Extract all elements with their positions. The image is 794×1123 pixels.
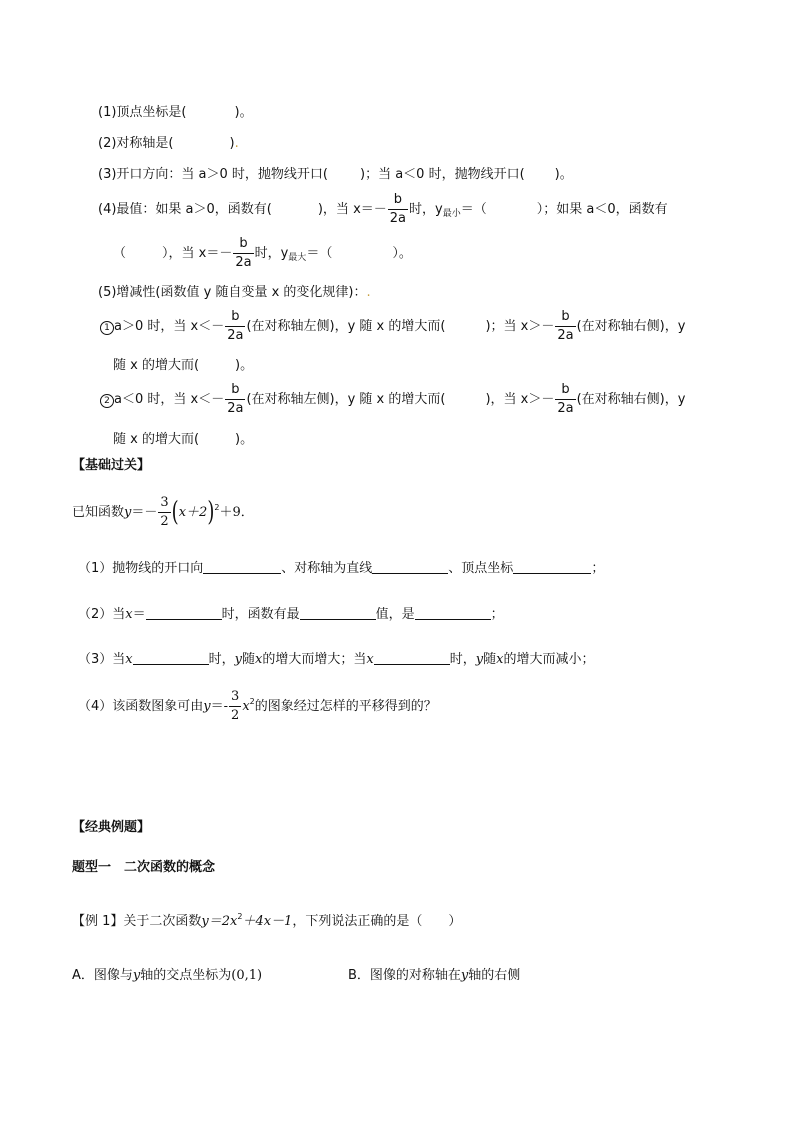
superscript-2: 2 [214, 503, 220, 512]
fraction-b-2a: $\frac{b}{2a}$ [557, 309, 574, 343]
example-1: 【例 1】关于二次函数$y=2x^2+4x-1$，下列说法正确的是（ ） [72, 912, 462, 929]
text: (在对称轴左侧)，y 随 x 的增大而( [246, 392, 446, 407]
question-type-1: 题型一 二次函数的概念 [72, 860, 216, 875]
text: （3）当 [78, 652, 126, 667]
section-heading-examples: 【经典例题】 [72, 820, 151, 835]
text: 的增大而减小； [503, 652, 595, 667]
text: （4）该函数图象可由 [78, 699, 204, 714]
stray-dot: . [234, 136, 239, 151]
text: ＝（ [460, 202, 487, 217]
blank-line[interactable] [415, 606, 491, 620]
text: 【例 1】关于二次函数 [72, 914, 202, 929]
text: 、顶点坐标 [448, 561, 514, 576]
case-1-line2 [113, 359, 253, 372]
text: )；当 x＞－ [485, 319, 555, 334]
text: 值，是 [375, 607, 415, 622]
text: 时，y [409, 202, 443, 217]
text: 已知函数 [72, 505, 125, 520]
text: （ [113, 246, 127, 261]
text: (在对称轴右侧)，y [576, 392, 686, 407]
fraction-b-2a: $\frac{b}{2a}$ [227, 309, 244, 343]
blank-line[interactable] [513, 560, 591, 574]
fraction-b-2a: $\frac{b}{2a}$ [557, 382, 574, 416]
fraction-3-2: $\frac{3}{2}$ [231, 689, 240, 723]
text: ＝（ [306, 246, 333, 261]
text: )。 [235, 432, 254, 447]
text: 时，y [254, 246, 289, 261]
text: （1）抛物线的开口向 [78, 561, 204, 576]
question-4: （4）该函数图象可由y＝- $\frac{3}{2}$ $x^2$的图象经过怎样的平移得到的？ [78, 689, 437, 723]
case-1-line1 [100, 310, 685, 343]
blank-line[interactable] [133, 651, 209, 665]
text: A．图像与 [72, 968, 133, 983]
property-vertex [98, 106, 253, 119]
subscript-max: 最大 [288, 253, 307, 263]
text: 的增大而增大；当 [262, 652, 367, 667]
text: 轴的交点坐标为 [140, 968, 232, 983]
text: ），当 x＝－ [162, 246, 233, 261]
property-monotonic [98, 286, 371, 299]
property-axis [98, 137, 239, 150]
subscript-min: 最小 [442, 209, 461, 219]
text: 随 [242, 652, 256, 667]
text: ）；如果 a＜0，函数有 [536, 202, 668, 217]
text: a＜0 时，当 x＜－ [114, 392, 225, 407]
property-extreme-line1 [98, 193, 668, 226]
fraction-3-2: $\frac{3}{2}$ [160, 495, 169, 529]
coordinate: (0,1) [231, 968, 263, 983]
text: (在对称轴左侧)，y 随 x 的增大而( [246, 319, 446, 334]
text: ． [240, 505, 254, 520]
text: ； [490, 607, 504, 622]
text: 的图象经过怎样的平移得到的？ [254, 699, 437, 714]
text: a＞0 时，当 x＜－ [114, 319, 225, 334]
text: 、对称轴为直线 [281, 561, 373, 576]
text: ＝－ [131, 505, 158, 520]
blank-line[interactable] [300, 606, 376, 620]
case-2-line1 [100, 383, 685, 416]
text: (4)最值：如果 a＞0，函数有( [98, 202, 272, 217]
text: ； [591, 561, 605, 576]
text: ）。 [392, 246, 412, 261]
property-extreme-line2 [113, 237, 412, 270]
text: (3)开口方向：当 a＞0 时，抛物线开口( [98, 167, 328, 182]
text: 随 [483, 652, 497, 667]
blank-line[interactable] [203, 560, 281, 574]
question-2: （2）当x＝ 时，函数有最 值，是 ； [78, 607, 504, 622]
fraction-b-2a: $\frac{b}{2a}$ [389, 192, 407, 226]
text: )。 [234, 105, 253, 120]
text: ，下列说法正确的是（ ） [292, 914, 462, 929]
stray-dot: . [366, 285, 371, 300]
text: 时，函数有最 [221, 607, 300, 622]
text: ) [229, 136, 235, 151]
blank-line[interactable] [372, 560, 448, 574]
text: 时， [208, 652, 235, 667]
fraction-b-2a: $\frac{b}{2a}$ [227, 382, 244, 416]
math-x-plus-2: x＋2 [178, 505, 208, 520]
text: B．图像的对称轴在 [348, 968, 461, 983]
text: )。 [554, 167, 573, 182]
circled-number-1: 1 [100, 321, 114, 335]
text: (在对称轴右侧)，y [576, 319, 686, 334]
blank-line[interactable] [374, 651, 450, 665]
text: 随 x 的增大而( [113, 432, 200, 447]
option-b[interactable]: B．图像的对称轴在y轴的右侧 [348, 968, 521, 983]
text: 随 x 的增大而( [113, 358, 200, 373]
text: )；当 a＜0 时，抛物线开口( [360, 167, 525, 182]
case-2-line2 [113, 433, 253, 446]
property-opening [98, 168, 573, 181]
text: (5)增减性(函数值 y 随自变量 x 的变化规律)： [98, 285, 367, 300]
text: )，当 x＝－ [317, 202, 387, 217]
text: ＋9 [219, 505, 241, 520]
given-function: 已知函数y＝－ $\frac{3}{2}$ $(x+2)^2+9$． [72, 495, 254, 529]
question-1 [78, 560, 604, 575]
section-heading-basics: 【基础过关】 [72, 458, 151, 473]
fraction-b-2a: $\frac{b}{2a}$ [235, 236, 252, 270]
text: )，当 x＞－ [485, 392, 555, 407]
text: （2）当 [78, 607, 126, 622]
question-3: （3）当x 时，y随x的增大而增大；当x 时，y随x的增大而减小； [78, 652, 595, 667]
circled-number-2: 2 [100, 394, 114, 408]
text: (2)对称轴是( [98, 136, 174, 151]
text: (1)顶点坐标是( [98, 105, 187, 120]
math-y: y [124, 505, 132, 520]
text: )。 [235, 358, 254, 373]
blank-line[interactable] [146, 606, 222, 620]
text: 轴的右侧 [468, 968, 521, 983]
text: 时， [449, 652, 476, 667]
option-a[interactable]: A．图像与y轴的交点坐标为(0,1) [72, 968, 263, 983]
